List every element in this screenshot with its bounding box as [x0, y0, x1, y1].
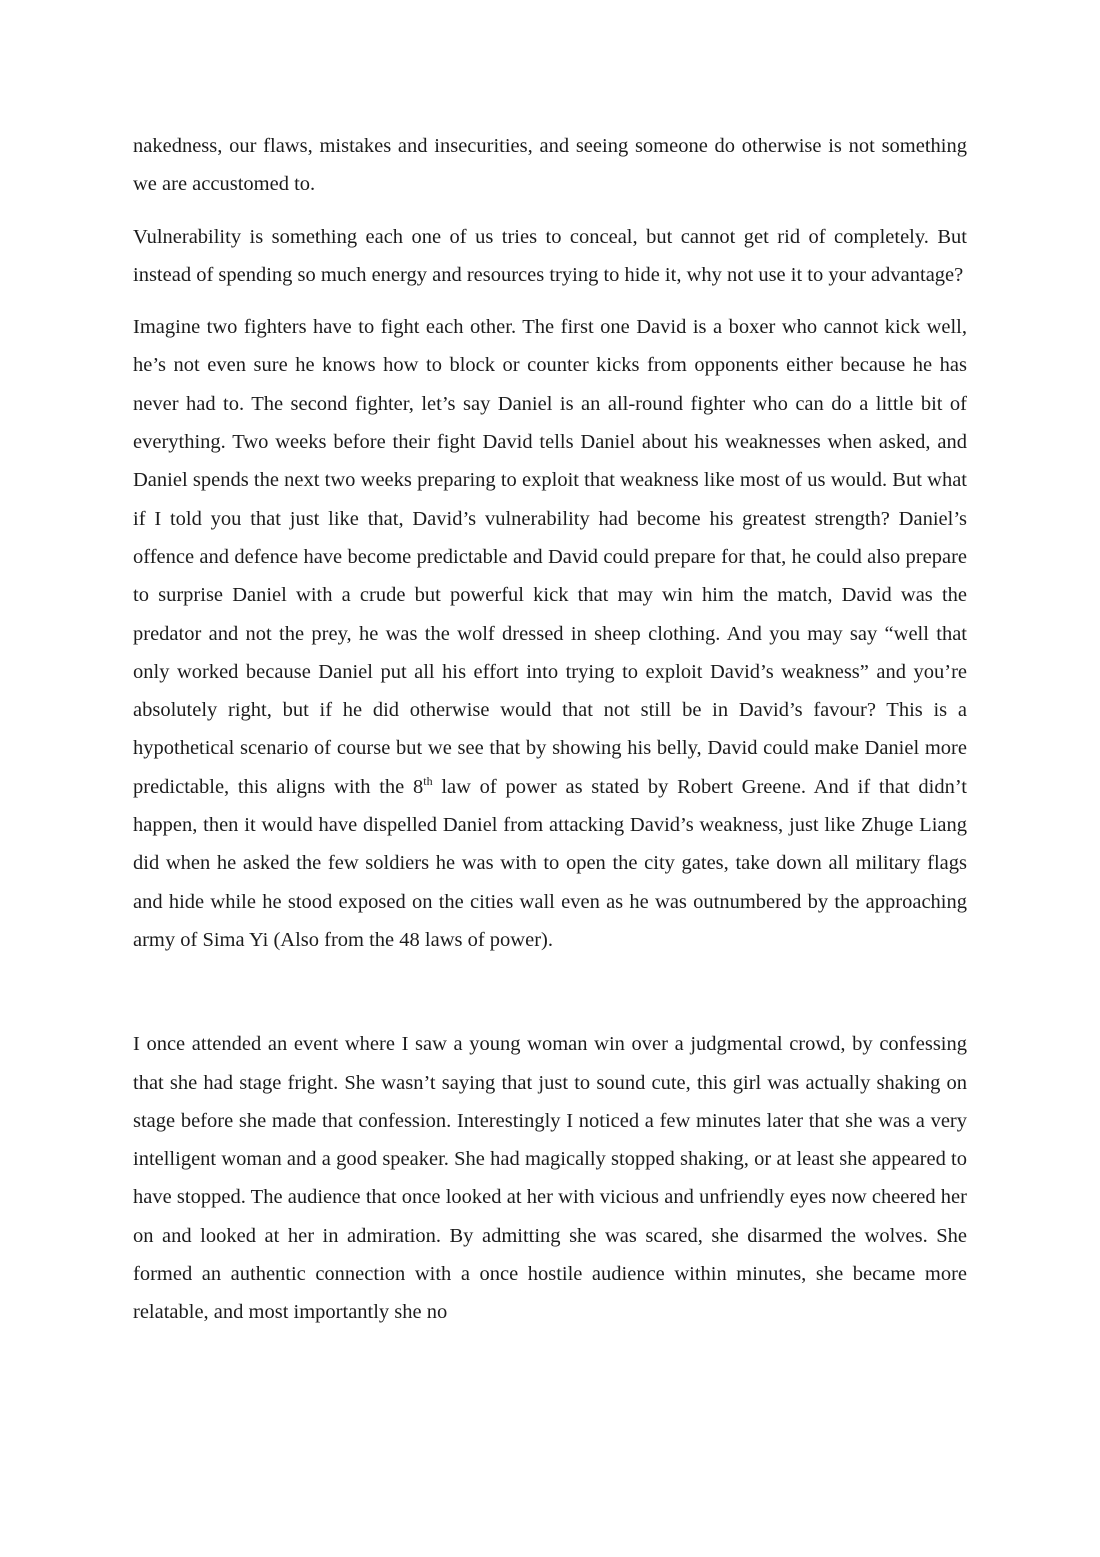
ordinal-suffix: th — [423, 773, 433, 788]
paragraph-3-part-1: Imagine two fighters have to fight each other. The first one David is a boxer who cannot kick well, he’s not even sure he knows how to block or counter kicks from opponents either because he has never had to. The second fighter, let’s say Daniel is an all-round fighter who can do a little bit of everything. Two weeks before their fight David tells Daniel about his weaknesses when asked, and Daniel spends the next two weeks preparing to exploit that weakness like most of us would. But what if I told you that just like that, David’s vulnerability had become his greatest strength? Daniel’s offence and defence have become predictable and David could prepare for that, he could also prepare to surprise Daniel with a crude but powerful kick that may win him the match, David was the predator and not the prey, he was the wolf dressed in sheep clothing. And you may say “well that only worked because Daniel put all his effort into trying to exploit David’s weakness” and you’re absolutely right, but if he did otherwise would that not still be in David’s favour? This is a hypothetical scenario of course but we see that by showing his belly, David could make Daniel more predictable, this aligns with the 8 — [133, 316, 967, 798]
paragraph-3 — [133, 308, 967, 959]
paragraph-4: I once attended an event where I saw a young woman win over a judgmental crowd, by confessing that she had stage fright. She wasn’t saying that just to sound cute, this girl was actually shaking on stage before she made that confession. Interestingly I noticed a few minutes later that she was a very intelligent woman and a good speaker. She had magically stopped shaking, or at least she appeared to have stopped. The audience that once looked at her with vicious and unfriendly eyes now cheered her on and looked at her in admiration. By admitting she was scared, she disarmed the wolves. She formed an authentic connection with a once hostile audience within minutes, she became more relatable, and most importantly she no — [133, 1033, 967, 1324]
paragraph-1: nakedness, our flaws, mistakes and insecurities, and seeing someone do otherwise is not something we are accustomed to. — [133, 135, 967, 196]
document-body — [133, 127, 967, 1332]
paragraph-3-part-2: law of power as stated by Robert Greene. And if that didn’t happen, then it would have dispelled Daniel from attacking David’s weakness, just like Zhuge Liang did when he asked the few soldiers he was with to open the city gates, take down all military flags and hide while he stood exposed on the cities wall even as he was outnumbered by the approaching army of Sima Yi (Also from the 48 laws of power). — [133, 775, 967, 951]
paragraph-2: Vulnerability is something each one of us tries to conceal, but cannot get rid of completely. But instead of spending so much energy and resources trying to hide it, why not use it to your advantage? — [133, 225, 967, 286]
